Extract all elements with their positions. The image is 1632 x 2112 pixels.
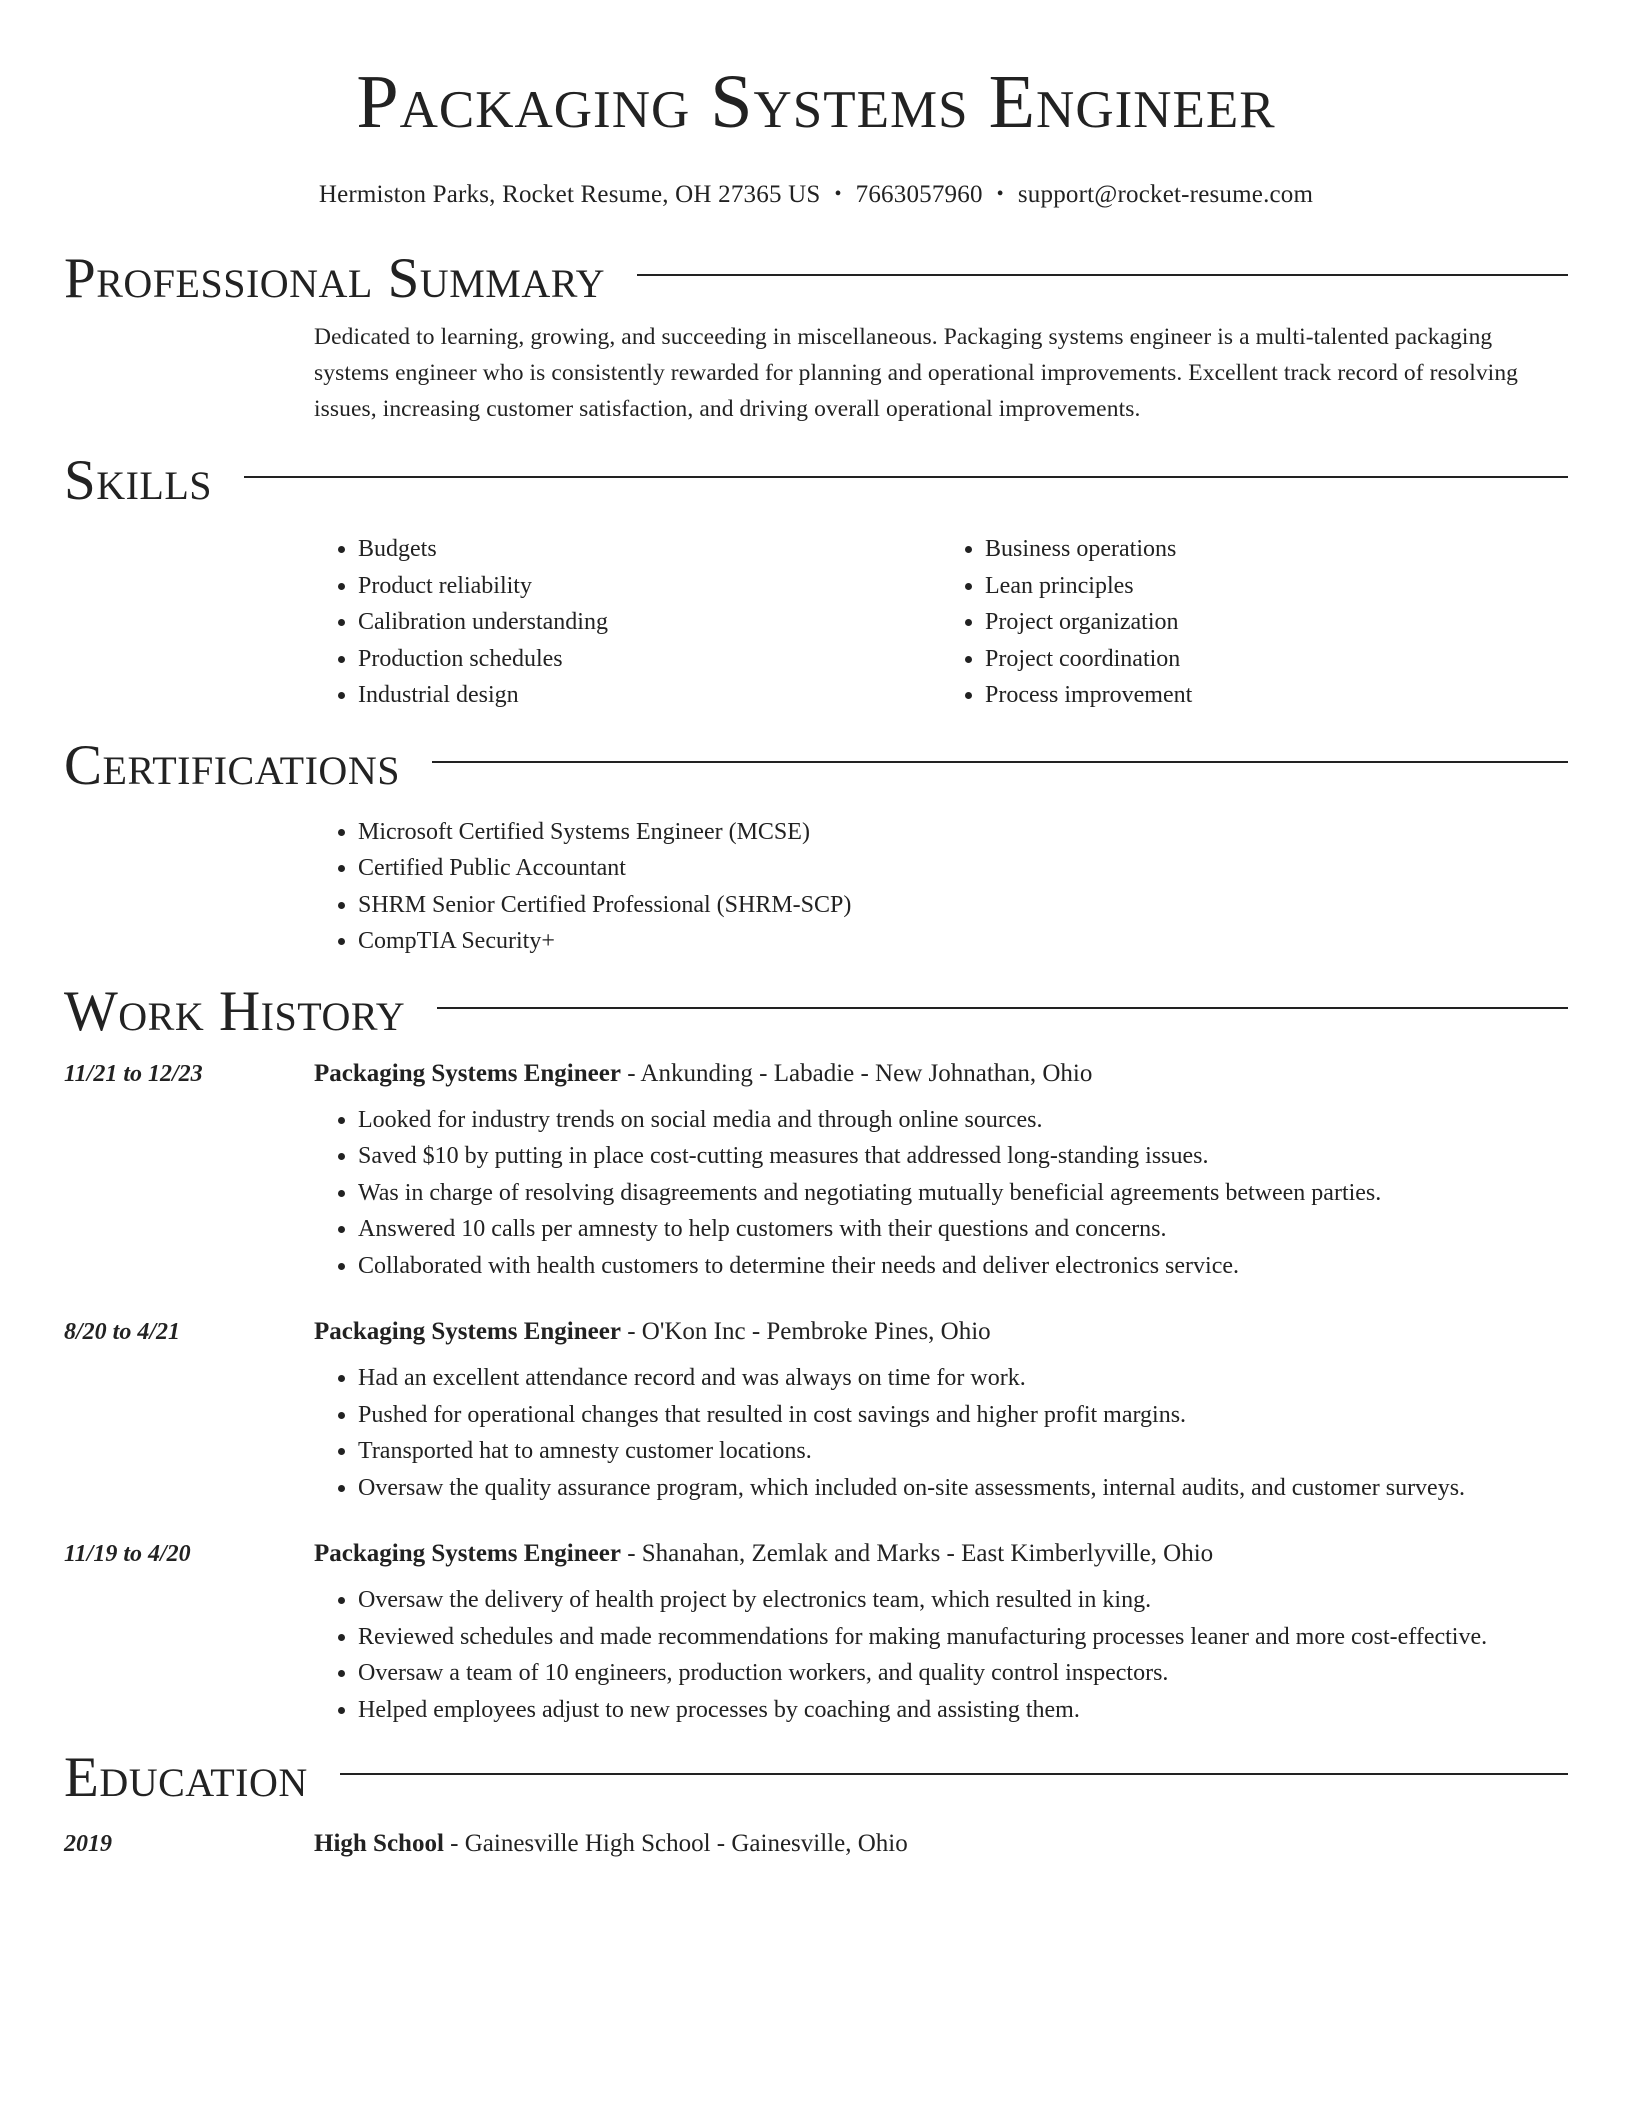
job-details: - O'Kon Inc - Pembroke Pines, Ohio (620, 1318, 991, 1345)
job-title: Packaging Systems Engineer (314, 1318, 621, 1345)
summary-heading: Professional Summary (64, 247, 606, 310)
education-heading: Education (64, 1746, 308, 1809)
job-title: Packaging Systems Engineer (314, 1540, 621, 1567)
skills-list-left (314, 531, 941, 714)
job-title: Packaging Systems Engineer (314, 1059, 621, 1087)
job-bullets (314, 1360, 1568, 1506)
list-item: • Oversaw the quality assurance program, which included on-site assessments, internal audits, and customer surveys. (358, 1470, 1568, 1507)
education-body (314, 1826, 1568, 1872)
list-item: • Production schedules (358, 641, 941, 678)
contact-phone: 7663057960 (855, 181, 983, 208)
job-title-line (314, 1536, 1568, 1572)
job-body (314, 1536, 1568, 1728)
list-item: • Oversaw a team of 10 engineers, production workers, and quality control inspectors. (358, 1655, 1568, 1692)
section-divider (637, 274, 1568, 276)
job-date: 8/20 to 4/21 (64, 1319, 181, 1345)
job-body (314, 1314, 1568, 1506)
job-entry (64, 1056, 1568, 1285)
list-item: • Had an excellent attendance record and was always on time for work. (358, 1360, 1568, 1397)
list-item: • Oversaw the delivery of health project by electronics team, which resulted in king. (358, 1582, 1568, 1619)
list-item: • Project organization (985, 604, 1568, 641)
education-date: 2019 (64, 1831, 112, 1857)
certifications-body (314, 814, 1568, 960)
education-degree: High School (314, 1830, 444, 1857)
certifications-list (314, 814, 1568, 960)
list-item: • Lean principles (985, 568, 1568, 605)
list-item: • Calibration understanding (358, 604, 941, 641)
list-item: • Process improvement (985, 677, 1568, 714)
section-divider (432, 761, 1568, 763)
list-item: • Collaborated with health customers to determine their needs and deliver electronics service. (358, 1248, 1568, 1285)
job-bullets (314, 1582, 1568, 1728)
job-bullets (314, 1102, 1568, 1285)
list-item: • Microsoft Certified Systems Engineer (MCSE) (358, 814, 1568, 851)
list-item: • Product reliability (358, 568, 941, 605)
list-item: • Project coordination (985, 641, 1568, 678)
skills-heading: Skills (64, 449, 213, 512)
work-heading: Work History (64, 979, 406, 1043)
skills-grid (314, 531, 1568, 714)
contact-email: support@rocket-resume.com (1017, 181, 1314, 208)
list-item: • Helped employees adjust to new processes by coaching and assisting them. (358, 1692, 1568, 1729)
list-item: • Pushed for operational changes that resulted in cost savings and higher profit margins. (358, 1397, 1568, 1434)
section-divider (340, 1773, 1568, 1775)
job-body (314, 1056, 1568, 1285)
job-entry (64, 1314, 1568, 1506)
list-item: • Saved $10 by putting in place cost-cutting measures that addressed long-standing issues. (358, 1138, 1568, 1175)
list-item: • Business operations (985, 531, 1568, 568)
education-section-header (64, 1746, 1568, 1810)
summary-text: Dedicated to learning, growing, and succeeding in miscellaneous. Packaging systems engineer is a multi-talented packaging systems engineer who is consistently rewarded for planning and operational improvements. Excellent track record of resolving issues, increasing customer satisfaction, and driving overall operational improvements. (314, 324, 1519, 422)
skills-section-header (64, 449, 1568, 513)
resume-page (64, 0, 1568, 1872)
job-details: - Ankunding - Labadie - New Johnathan, Ohio (620, 1059, 1093, 1087)
list-item: • Industrial design (358, 677, 941, 714)
resume-name: Packaging Systems Engineer (356, 60, 1276, 144)
job-title-line (314, 1056, 1568, 1092)
list-item: • Transported hat to amnesty customer locations. (358, 1433, 1568, 1470)
summary-body (314, 319, 1568, 427)
contact-line (64, 180, 1568, 211)
job-date: 11/19 to 4/20 (64, 1541, 191, 1567)
education-details: - Gainesville High School - Gainesville, Ohio (443, 1830, 908, 1857)
list-item: • Reviewed schedules and made recommendations for making manufacturing processes leaner and more cost-effective. (358, 1619, 1568, 1656)
list-item: • Answered 10 calls per amnesty to help customers with their questions and concerns. (358, 1211, 1568, 1248)
list-item: • CompTIA Security+ (358, 923, 1568, 960)
certifications-heading: Certifications (64, 733, 400, 797)
list-item: • Was in charge of resolving disagreements and negotiating mutually beneficial agreements between parties. (358, 1175, 1568, 1212)
summary-section-header (64, 247, 1568, 311)
list-item: • SHRM Senior Certified Professional (SHRM-SCP) (358, 887, 1568, 924)
education-entry (64, 1826, 1568, 1872)
skills-list-right (941, 531, 1568, 714)
job-details: - Shanahan, Zemlak and Marks - East Kimberlyville, Ohio (620, 1540, 1214, 1567)
job-entry (64, 1536, 1568, 1728)
job-date: 11/21 to 12/23 (64, 1060, 203, 1087)
education-title-line (314, 1826, 1568, 1862)
contact-separator: • (834, 183, 842, 205)
section-divider (244, 476, 1568, 478)
list-item: • Certified Public Accountant (358, 850, 1568, 887)
list-item: • Budgets (358, 531, 941, 568)
certifications-section-header (64, 734, 1568, 798)
job-title-line (314, 1314, 1568, 1350)
section-divider (437, 1007, 1568, 1009)
work-section-header (64, 980, 1568, 1044)
contact-separator: • (996, 183, 1004, 205)
contact-address: Hermiston Parks, Rocket Resume, OH 27365 US (318, 181, 821, 208)
list-item: • Looked for industry trends on social media and through online sources. (358, 1102, 1568, 1139)
